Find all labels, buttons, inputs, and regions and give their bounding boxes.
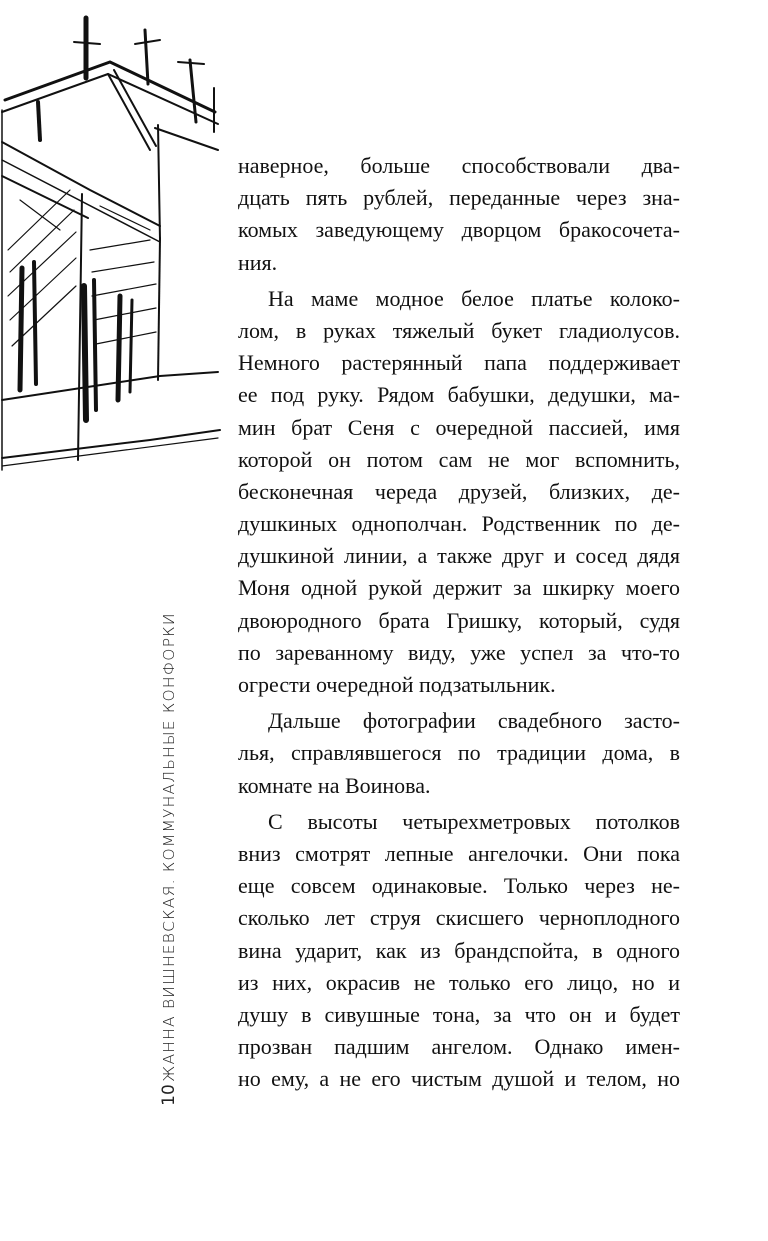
text-line: вина ударит, как из брандспойта, в одного	[238, 937, 680, 963]
text-line: душкиной линии, а также друг и сосед дядя	[238, 543, 680, 569]
running-head-text: ЖАННА ВИШНЕВСКАЯ. КОММУНАЛЬНЫЕ КОНФОРКИ	[160, 612, 178, 1082]
text-line: Немного растерянный папа поддерживает	[238, 350, 680, 376]
building-sketch-illustration	[0, 0, 222, 475]
text-line: мин брат Сеня с очередной пассией, имя	[238, 414, 680, 440]
text-line: На маме модное белое платье колоко-	[268, 285, 680, 311]
text-line: еще совсем одинаковые. Только через не-	[238, 873, 680, 899]
text-line: душу в сивушные тона, за что он и будет	[238, 1001, 680, 1027]
text-line: бесконечная череда друзей, близких, де-	[238, 478, 680, 504]
paragraph	[238, 150, 680, 279]
text-line: которой он потом сам не мог вспомнить,	[238, 446, 680, 472]
paragraph	[238, 283, 680, 701]
text-line: сколько лет струя скисшего черноплодного	[238, 905, 680, 931]
text-line: С высоты четырехметровых потолков	[268, 808, 680, 834]
text-line: комнате на Воинова.	[238, 772, 431, 798]
text-line: из них, окрасив не только его лицо, но и	[238, 969, 680, 995]
text-line: но ему, а не его чистым душой и телом, но	[238, 1066, 680, 1092]
building-sketch-icon	[0, 0, 222, 475]
text-line: по зареванному виду, уже успел за что-то	[238, 639, 680, 665]
page-number	[156, 1080, 182, 1110]
text-line: наверное, больше способствовали два-	[238, 153, 680, 178]
running-head	[152, 612, 186, 1082]
text-line: душкиных однополчан. Родственник по де-	[238, 511, 680, 537]
text-line: дцать пять рублей, переданные через зна-	[238, 185, 680, 211]
text-line: лом, в руках тяжелый букет гладиолусов.	[238, 317, 680, 343]
text-line: двоюродного брата Гришку, который, судя	[238, 607, 680, 633]
text-line: Дальше фотографии свадебного засто-	[268, 708, 680, 734]
text-line: прозван падшим ангелом. Однако имен-	[238, 1034, 680, 1060]
text-line: Моня одной рукой держит за шкирку моего	[238, 575, 680, 601]
text-line: ее под руку. Рядом бабушки, дедушки, ма-	[238, 382, 680, 408]
text-line: лья, справлявшегося по традиции дома, в	[238, 740, 680, 766]
paragraph	[238, 806, 680, 1096]
body-text	[238, 150, 680, 1095]
paragraph	[238, 705, 680, 802]
text-line: комых заведующему дворцом бракосочета-	[238, 217, 680, 243]
page-number-text: 10	[158, 1084, 179, 1106]
text-line: огрести очередной подзатыльник.	[238, 672, 556, 697]
text-line: вниз смотрят лепные ангелочки. Они пока	[238, 840, 680, 866]
text-line: ния.	[238, 249, 278, 275]
